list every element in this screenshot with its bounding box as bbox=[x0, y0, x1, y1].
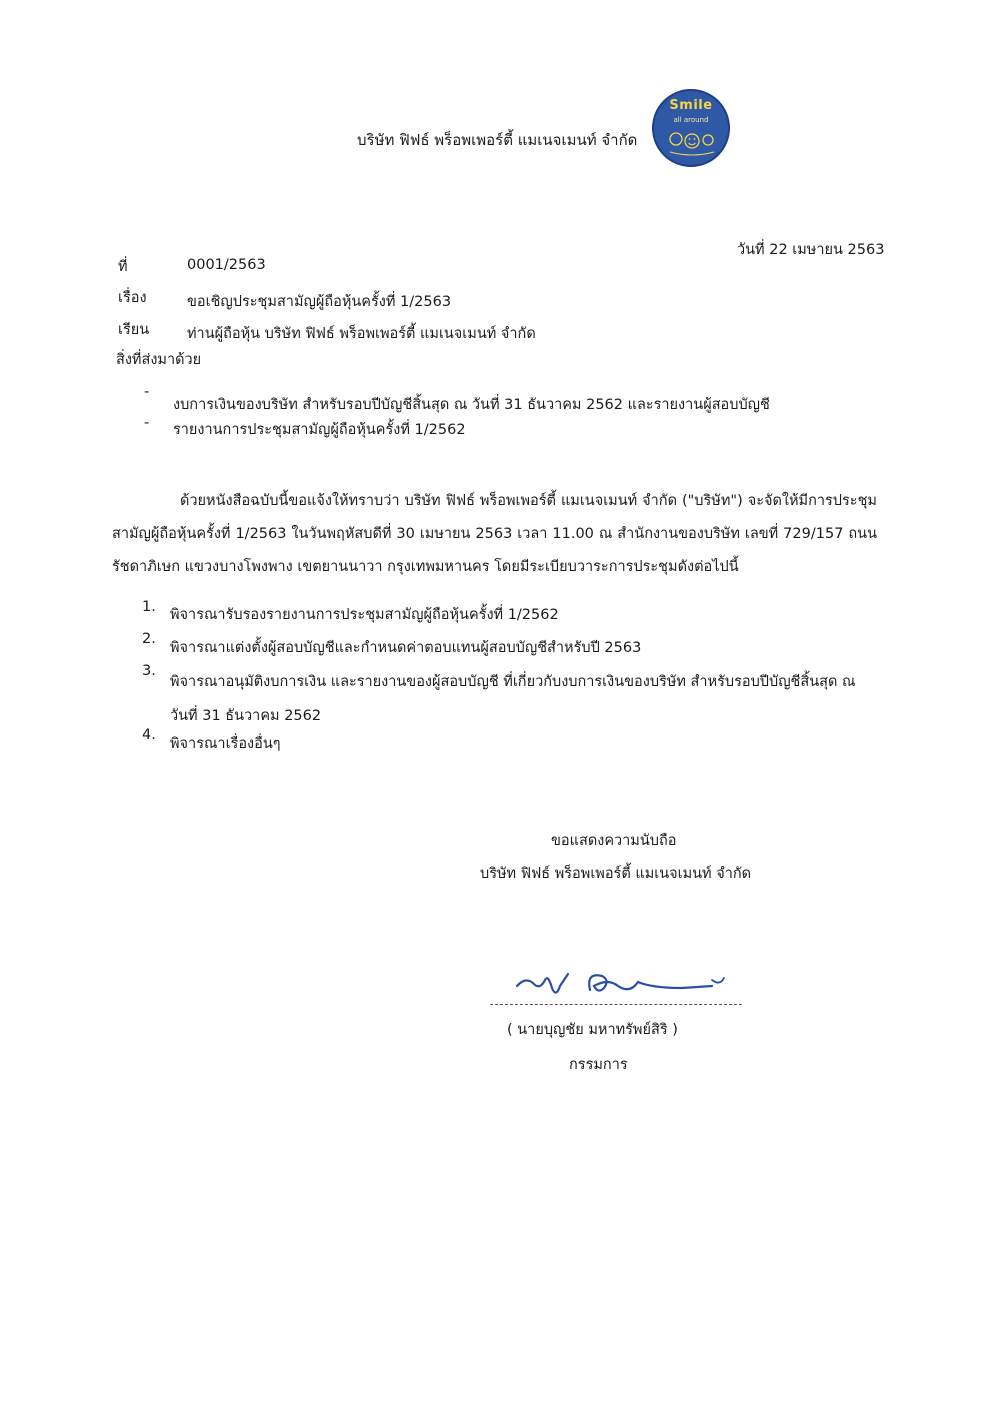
letter-date: วันที่ 22 เมษายน 2563 bbox=[737, 242, 885, 258]
handwritten-signature bbox=[512, 964, 732, 1004]
agenda-number: 3. bbox=[142, 663, 156, 679]
attachments-label: สิ่งที่ส่งมาด้วย bbox=[116, 352, 202, 368]
smiley-icon bbox=[667, 125, 717, 159]
signer-name: ( นายบุญชัย มหาทรัพย์สิริ ) bbox=[507, 1022, 678, 1038]
ref-label: ที่ bbox=[118, 259, 128, 275]
agenda-item: พิจารณารับรองรายงานการประชุมสามัญผู้ถือหุ้นครั้งที่ 1/2562 bbox=[170, 607, 559, 623]
signer-title: กรรมการ bbox=[569, 1057, 628, 1073]
to-label: เรียน bbox=[118, 322, 150, 338]
to-recipient: ท่านผู้ถือหุ้น บริษัท ฟิฟธ์ พร็อพเพอร์ตี้ แมเนจเมนท์ จำกัด bbox=[187, 326, 536, 342]
body-paragraph bbox=[112, 485, 877, 584]
attachment-bullet: - bbox=[144, 384, 150, 400]
logo-main-text: Smile bbox=[669, 98, 713, 113]
agenda-number: 1. bbox=[142, 599, 156, 615]
agenda-item: พิจารณาเรื่องอื่นๆ bbox=[170, 736, 281, 752]
agenda-number: 4. bbox=[142, 727, 156, 743]
attachment-bullet: - bbox=[144, 415, 150, 431]
agenda-item: พิจารณาแต่งตั้งผู้สอบบัญชีและกำหนดค่าตอบแทนผู้สอบบัญชีสำหรับปี 2563 bbox=[170, 640, 642, 656]
closing-regards: ขอแสดงความนับถือ bbox=[551, 833, 677, 849]
signature-line bbox=[490, 1004, 742, 1005]
attachment-item: รายงานการประชุมสามัญผู้ถือหุ้นครั้งที่ 1/2562 bbox=[173, 422, 466, 438]
company-logo bbox=[652, 89, 730, 167]
subject-label: เรื่อง bbox=[118, 290, 147, 306]
agenda-item: พิจารณาอนุมัติงบการเงิน และรายงานของผู้สอบบัญชี ที่เกี่ยวกับงบการเงินของบริษัท สำหรับรอบปีบัญชีสิ้นสุด ณ วันที่ 31 ธันวาคม 2562 bbox=[170, 674, 856, 724]
ref-number: 0001/2563 bbox=[187, 257, 266, 273]
company-header: บริษัท ฟิฟธ์ พร็อพเพอร์ตี้ แมเนจเมนท์ จำกัด bbox=[357, 131, 638, 149]
body-paragraph-text: ด้วยหนังสือฉบับนี้ขอแจ้งให้ทราบว่า บริษัท ฟิฟธ์ พร็อพเพอร์ตี้ แมเนจเมนท์ จำกัด ("บริษัท") จะจัดให้มีการประชุมสามัญผู้ถือหุ้นครั้งที่ 1/2563 ในวันพฤหัสบดีที่ 30 เมษายน 2563 เวลา 11.00 ณ สำนักงานของบริษัท เลขที่ 729/157 ถนนรัชดาภิเษก แขวงบางโพงพาง เขตยานนาวา กรุงเทพมหานคร โดยมีระเบียบวาระการประชุมดังต่อไปนี้ bbox=[112, 493, 877, 575]
agenda-number: 2. bbox=[142, 631, 156, 647]
logo-sub-text: all around bbox=[673, 116, 709, 124]
attachment-item: งบการเงินของบริษัท สำหรับรอบปีบัญชีสิ้นสุด ณ วันที่ 31 ธันวาคม 2562 และรายงานผู้สอบบัญชี bbox=[173, 397, 770, 413]
subject-text: ขอเชิญประชุมสามัญผู้ถือหุ้นครั้งที่ 1/2563 bbox=[187, 294, 452, 310]
closing-company: บริษัท ฟิฟธ์ พร็อพเพอร์ตี้ แมเนจเมนท์ จำกัด bbox=[480, 866, 752, 882]
